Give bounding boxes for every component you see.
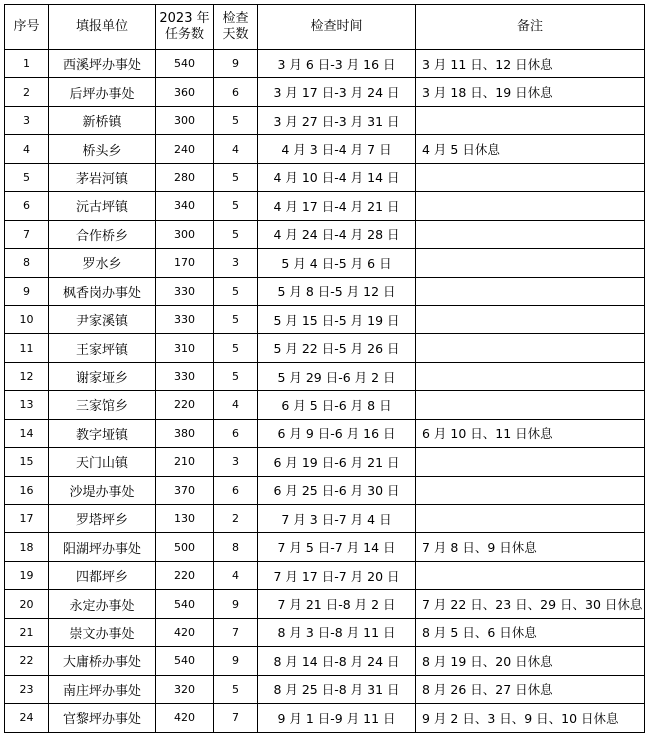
cell-period: 6 月 5 日-6 月 8 日: [258, 391, 416, 419]
cell-tasks: 340: [156, 192, 214, 220]
cell-seq: 18: [5, 533, 49, 561]
cell-unit: 合作桥乡: [49, 220, 156, 248]
cell-seq: 17: [5, 505, 49, 533]
cell-days: 5: [214, 305, 258, 333]
cell-unit: 王家坪镇: [49, 334, 156, 362]
cell-unit: 崇文办事处: [49, 618, 156, 646]
cell-note: 8 月 5 日、6 日休息: [416, 618, 645, 646]
table-row: [5, 220, 645, 248]
table-row: [5, 391, 645, 419]
cell-period: 3 月 27 日-3 月 31 日: [258, 106, 416, 134]
table-row: [5, 249, 645, 277]
cell-unit: 尹家溪镇: [49, 305, 156, 333]
cell-tasks: 280: [156, 163, 214, 191]
cell-note: [416, 448, 645, 476]
table-row: [5, 277, 645, 305]
cell-unit: 桥头乡: [49, 135, 156, 163]
cell-days: 5: [214, 362, 258, 390]
cell-days: 5: [214, 106, 258, 134]
cell-days: 3: [214, 249, 258, 277]
cell-unit: 大庸桥办事处: [49, 647, 156, 675]
cell-unit: 后坪办事处: [49, 78, 156, 106]
table-row: [5, 647, 645, 675]
table-row: [5, 192, 645, 220]
cell-days: 5: [214, 334, 258, 362]
cell-days: 5: [214, 192, 258, 220]
cell-tasks: 170: [156, 249, 214, 277]
cell-note: [416, 220, 645, 248]
cell-tasks: 420: [156, 618, 214, 646]
cell-tasks: 500: [156, 533, 214, 561]
cell-note: [416, 277, 645, 305]
cell-days: 4: [214, 561, 258, 589]
cell-note: [416, 505, 645, 533]
cell-period: 4 月 17 日-4 月 21 日: [258, 192, 416, 220]
table-row: [5, 618, 645, 646]
cell-unit: 官黎坪办事处: [49, 704, 156, 732]
cell-period: 3 月 6 日-3 月 16 日: [258, 50, 416, 78]
cell-seq: 13: [5, 391, 49, 419]
table-row: [5, 704, 645, 732]
table-row: [5, 334, 645, 362]
cell-seq: 1: [5, 50, 49, 78]
cell-days: 4: [214, 391, 258, 419]
cell-seq: 19: [5, 561, 49, 589]
cell-period: 7 月 21 日-8 月 2 日: [258, 590, 416, 618]
cell-period: 6 月 25 日-6 月 30 日: [258, 476, 416, 504]
cell-period: 4 月 3 日-4 月 7 日: [258, 135, 416, 163]
cell-note: 7 月 8 日、9 日休息: [416, 533, 645, 561]
cell-period: 5 月 8 日-5 月 12 日: [258, 277, 416, 305]
cell-seq: 16: [5, 476, 49, 504]
cell-days: 9: [214, 50, 258, 78]
cell-period: 9 月 1 日-9 月 11 日: [258, 704, 416, 732]
cell-tasks: 130: [156, 505, 214, 533]
header-unit: 填报单位: [49, 5, 156, 50]
cell-period: 6 月 9 日-6 月 16 日: [258, 419, 416, 447]
schedule-table-wrapper: [4, 4, 645, 733]
cell-days: 4: [214, 135, 258, 163]
header-seq: 序号: [5, 5, 49, 50]
cell-period: 5 月 29 日-6 月 2 日: [258, 362, 416, 390]
cell-seq: 10: [5, 305, 49, 333]
header-tasks-line2: 任务数: [164, 27, 204, 42]
cell-tasks: 370: [156, 476, 214, 504]
cell-period: 7 月 3 日-7 月 4 日: [258, 505, 416, 533]
cell-seq: 15: [5, 448, 49, 476]
cell-unit: 教字垭镇: [49, 419, 156, 447]
table-row: [5, 362, 645, 390]
cell-seq: 5: [5, 163, 49, 191]
cell-seq: 4: [5, 135, 49, 163]
cell-note: 8 月 19 日、20 日休息: [416, 647, 645, 675]
cell-tasks: 330: [156, 362, 214, 390]
cell-unit: 南庄坪办事处: [49, 675, 156, 703]
cell-note: [416, 476, 645, 504]
cell-note: 3 月 18 日、19 日休息: [416, 78, 645, 106]
cell-days: 5: [214, 163, 258, 191]
cell-days: 7: [214, 704, 258, 732]
cell-tasks: 540: [156, 50, 214, 78]
cell-period: 5 月 15 日-5 月 19 日: [258, 305, 416, 333]
cell-unit: 永定办事处: [49, 590, 156, 618]
cell-note: [416, 561, 645, 589]
table-row: [5, 305, 645, 333]
table-row: [5, 106, 645, 134]
cell-tasks: 300: [156, 106, 214, 134]
cell-period: 4 月 10 日-4 月 14 日: [258, 163, 416, 191]
cell-tasks: 540: [156, 647, 214, 675]
header-tasks: [156, 5, 214, 50]
cell-days: 8: [214, 533, 258, 561]
cell-days: 5: [214, 675, 258, 703]
cell-unit: 天门山镇: [49, 448, 156, 476]
cell-seq: 22: [5, 647, 49, 675]
cell-tasks: 330: [156, 277, 214, 305]
header-tasks-line1: 2023 年: [159, 11, 210, 26]
cell-unit: 罗水乡: [49, 249, 156, 277]
header-days-line1: 检查: [222, 11, 249, 26]
cell-period: 8 月 3 日-8 月 11 日: [258, 618, 416, 646]
cell-seq: 24: [5, 704, 49, 732]
cell-days: 7: [214, 618, 258, 646]
cell-days: 6: [214, 419, 258, 447]
cell-unit: 茅岩河镇: [49, 163, 156, 191]
cell-period: 4 月 24 日-4 月 28 日: [258, 220, 416, 248]
table-row: [5, 561, 645, 589]
table-row: [5, 419, 645, 447]
cell-note: 3 月 11 日、12 日休息: [416, 50, 645, 78]
cell-days: 2: [214, 505, 258, 533]
header-days: [214, 5, 258, 50]
cell-tasks: 420: [156, 704, 214, 732]
table-row: [5, 675, 645, 703]
cell-note: [416, 362, 645, 390]
cell-seq: 20: [5, 590, 49, 618]
cell-note: [416, 305, 645, 333]
cell-period: 5 月 22 日-5 月 26 日: [258, 334, 416, 362]
cell-tasks: 330: [156, 305, 214, 333]
cell-tasks: 360: [156, 78, 214, 106]
cell-tasks: 220: [156, 391, 214, 419]
cell-days: 5: [214, 277, 258, 305]
cell-unit: 沅古坪镇: [49, 192, 156, 220]
cell-tasks: 220: [156, 561, 214, 589]
cell-note: [416, 106, 645, 134]
cell-period: 7 月 17 日-7 月 20 日: [258, 561, 416, 589]
header-note: 备注: [416, 5, 645, 50]
table-body: [5, 50, 645, 733]
cell-period: 3 月 17 日-3 月 24 日: [258, 78, 416, 106]
table-row: [5, 50, 645, 78]
cell-seq: 6: [5, 192, 49, 220]
cell-note: [416, 334, 645, 362]
cell-note: [416, 249, 645, 277]
cell-tasks: 320: [156, 675, 214, 703]
cell-days: 3: [214, 448, 258, 476]
cell-note: [416, 192, 645, 220]
table-row: [5, 135, 645, 163]
table-row: [5, 590, 645, 618]
table-row: [5, 476, 645, 504]
cell-period: 5 月 4 日-5 月 6 日: [258, 249, 416, 277]
cell-note: [416, 163, 645, 191]
cell-tasks: 540: [156, 590, 214, 618]
cell-unit: 新桥镇: [49, 106, 156, 134]
cell-tasks: 380: [156, 419, 214, 447]
cell-days: 6: [214, 476, 258, 504]
cell-note: 6 月 10 日、11 日休息: [416, 419, 645, 447]
inspection-schedule-table: [4, 4, 645, 733]
cell-seq: 21: [5, 618, 49, 646]
cell-seq: 3: [5, 106, 49, 134]
cell-period: 6 月 19 日-6 月 21 日: [258, 448, 416, 476]
cell-tasks: 310: [156, 334, 214, 362]
cell-seq: 7: [5, 220, 49, 248]
table-row: [5, 448, 645, 476]
cell-seq: 11: [5, 334, 49, 362]
cell-seq: 2: [5, 78, 49, 106]
cell-seq: 23: [5, 675, 49, 703]
cell-period: 8 月 25 日-8 月 31 日: [258, 675, 416, 703]
cell-seq: 8: [5, 249, 49, 277]
cell-unit: 谢家垭乡: [49, 362, 156, 390]
table-header-row: [5, 5, 645, 50]
cell-seq: 12: [5, 362, 49, 390]
cell-note: 8 月 26 日、27 日休息: [416, 675, 645, 703]
cell-tasks: 210: [156, 448, 214, 476]
header-period: 检查时间: [258, 5, 416, 50]
cell-period: 7 月 5 日-7 月 14 日: [258, 533, 416, 561]
cell-unit: 沙堤办事处: [49, 476, 156, 504]
cell-seq: 14: [5, 419, 49, 447]
table-row: [5, 505, 645, 533]
cell-note: 7 月 22 日、23 日、29 日、30 日休息: [416, 590, 645, 618]
cell-unit: 枫香岗办事处: [49, 277, 156, 305]
cell-days: 9: [214, 590, 258, 618]
cell-note: 4 月 5 日休息: [416, 135, 645, 163]
cell-days: 6: [214, 78, 258, 106]
cell-days: 5: [214, 220, 258, 248]
cell-unit: 三家馆乡: [49, 391, 156, 419]
cell-days: 9: [214, 647, 258, 675]
cell-note: [416, 391, 645, 419]
cell-seq: 9: [5, 277, 49, 305]
cell-tasks: 240: [156, 135, 214, 163]
cell-period: 8 月 14 日-8 月 24 日: [258, 647, 416, 675]
header-days-line2: 天数: [222, 27, 249, 42]
cell-unit: 四都坪乡: [49, 561, 156, 589]
cell-unit: 西溪坪办事处: [49, 50, 156, 78]
cell-unit: 罗塔坪乡: [49, 505, 156, 533]
table-row: [5, 533, 645, 561]
cell-tasks: 300: [156, 220, 214, 248]
cell-note: 9 月 2 日、3 日、9 日、10 日休息: [416, 704, 645, 732]
table-row: [5, 163, 645, 191]
cell-unit: 阳湖坪办事处: [49, 533, 156, 561]
table-row: [5, 78, 645, 106]
